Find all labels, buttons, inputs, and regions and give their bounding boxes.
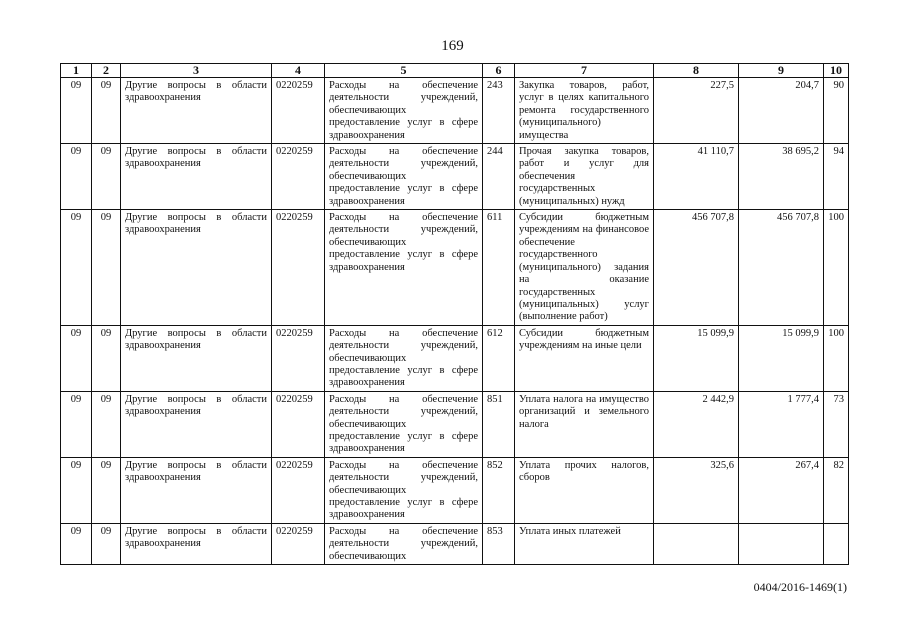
subsection-code: 09: [92, 210, 121, 326]
expense-type-code: 851: [483, 391, 515, 457]
planned-amount: [654, 523, 739, 564]
col-header-2: 2: [92, 64, 121, 78]
target-article-code: 0220259: [272, 457, 325, 523]
target-article-code: 0220259: [272, 78, 325, 144]
expense-type-name: Уплата прочих налогов, сборов: [515, 457, 654, 523]
header-row: [61, 64, 849, 78]
planned-amount: 227,5: [654, 78, 739, 144]
subsection-name: Другие вопросы в области здравоохранения: [121, 210, 272, 326]
target-article-name: Расходы на обеспечение деятельности учреждений, обеспечивающих предоставление услуг в сфере здравоохранения: [325, 210, 483, 326]
section-code: 09: [61, 78, 92, 144]
target-article-code: 0220259: [272, 523, 325, 564]
subsection-name: Другие вопросы в области здравоохранения: [121, 391, 272, 457]
target-article-code: 0220259: [272, 325, 325, 391]
actual-amount: 1 777,4: [739, 391, 824, 457]
target-article-code: 0220259: [272, 210, 325, 326]
target-article-code: 0220259: [272, 391, 325, 457]
col-header-7: 7: [515, 64, 654, 78]
target-article-name: Расходы на обеспечение деятельности учреждений, обеспечивающих предоставление услуг в сфере здравоохранения: [325, 457, 483, 523]
expense-type-name: Уплата иных платежей: [515, 523, 654, 564]
actual-amount: 38 695,2: [739, 144, 824, 210]
budget-table: [60, 63, 849, 565]
table-row: [61, 457, 849, 523]
execution-percent: 82: [824, 457, 849, 523]
expense-type-code: 852: [483, 457, 515, 523]
table-row: [61, 144, 849, 210]
actual-amount: 15 099,9: [739, 325, 824, 391]
actual-amount: [739, 523, 824, 564]
execution-percent: 100: [824, 325, 849, 391]
planned-amount: 456 707,8: [654, 210, 739, 326]
target-article-name: Расходы на обеспечение деятельности учреждений, обеспечивающих предоставление услуг в сфере здравоохранения: [325, 325, 483, 391]
section-code: 09: [61, 391, 92, 457]
subsection-code: 09: [92, 325, 121, 391]
planned-amount: 41 110,7: [654, 144, 739, 210]
target-article-name: Расходы на обеспечение деятельности учреждений, обеспечивающих предоставление услуг в сфере здравоохранения: [325, 391, 483, 457]
expense-type-code: 611: [483, 210, 515, 326]
col-header-10: 10: [824, 64, 849, 78]
table-row: [61, 391, 849, 457]
expense-type-name: Прочая закупка товаров, работ и услуг для обеспечения государственных (муниципальных) нужд: [515, 144, 654, 210]
planned-amount: 15 099,9: [654, 325, 739, 391]
table-row: [61, 210, 849, 326]
execution-percent: 90: [824, 78, 849, 144]
execution-percent: 73: [824, 391, 849, 457]
subsection-code: 09: [92, 457, 121, 523]
expense-type-code: 244: [483, 144, 515, 210]
expense-type-name: Субсидии бюджетным учреждениям на финансовое обеспечение государственного (муниципального) задания на оказание государственных (муниципальных) услуг (выполнение работ): [515, 210, 654, 326]
target-article-code: 0220259: [272, 144, 325, 210]
col-header-6: 6: [483, 64, 515, 78]
expense-type-code: 612: [483, 325, 515, 391]
document-code: 0404/2016-1469(1): [753, 580, 847, 594]
col-header-8: 8: [654, 64, 739, 78]
expense-type-name: Уплата налога на имущество организаций и земельного налога: [515, 391, 654, 457]
actual-amount: 267,4: [739, 457, 824, 523]
planned-amount: 2 442,9: [654, 391, 739, 457]
section-code: 09: [61, 325, 92, 391]
section-code: 09: [61, 210, 92, 326]
target-article-name: Расходы на обеспечение деятельности учреждений, обеспечивающих предоставление услуг в сфере здравоохранения: [325, 78, 483, 144]
col-header-4: 4: [272, 64, 325, 78]
execution-percent: 94: [824, 144, 849, 210]
expense-type-name: Закупка товаров, работ, услуг в целях капитального ремонта государственного (муниципального) имущества: [515, 78, 654, 144]
execution-percent: [824, 523, 849, 564]
target-article-name: Расходы на обеспечение деятельности учреждений, обеспечивающих: [325, 523, 483, 564]
expense-type-name: Субсидии бюджетным учреждениям на иные цели: [515, 325, 654, 391]
col-header-3: 3: [121, 64, 272, 78]
subsection-code: 09: [92, 523, 121, 564]
table-row: [61, 325, 849, 391]
table-row: [61, 78, 849, 144]
planned-amount: 325,6: [654, 457, 739, 523]
target-article-name: Расходы на обеспечение деятельности учреждений, обеспечивающих предоставление услуг в сфере здравоохранения: [325, 144, 483, 210]
subsection-name: Другие вопросы в области здравоохранения: [121, 523, 272, 564]
subsection-name: Другие вопросы в области здравоохранения: [121, 78, 272, 144]
section-code: 09: [61, 457, 92, 523]
page-number: 169: [441, 38, 464, 54]
col-header-1: 1: [61, 64, 92, 78]
expense-type-code: 243: [483, 78, 515, 144]
actual-amount: 204,7: [739, 78, 824, 144]
execution-percent: 100: [824, 210, 849, 326]
subsection-name: Другие вопросы в области здравоохранения: [121, 144, 272, 210]
table-row: [61, 523, 849, 564]
subsection-code: 09: [92, 391, 121, 457]
subsection-code: 09: [92, 78, 121, 144]
section-code: 09: [61, 144, 92, 210]
subsection-code: 09: [92, 144, 121, 210]
col-header-9: 9: [739, 64, 824, 78]
subsection-name: Другие вопросы в области здравоохранения: [121, 325, 272, 391]
expense-type-code: 853: [483, 523, 515, 564]
subsection-name: Другие вопросы в области здравоохранения: [121, 457, 272, 523]
col-header-5: 5: [325, 64, 483, 78]
actual-amount: 456 707,8: [739, 210, 824, 326]
section-code: 09: [61, 523, 92, 564]
